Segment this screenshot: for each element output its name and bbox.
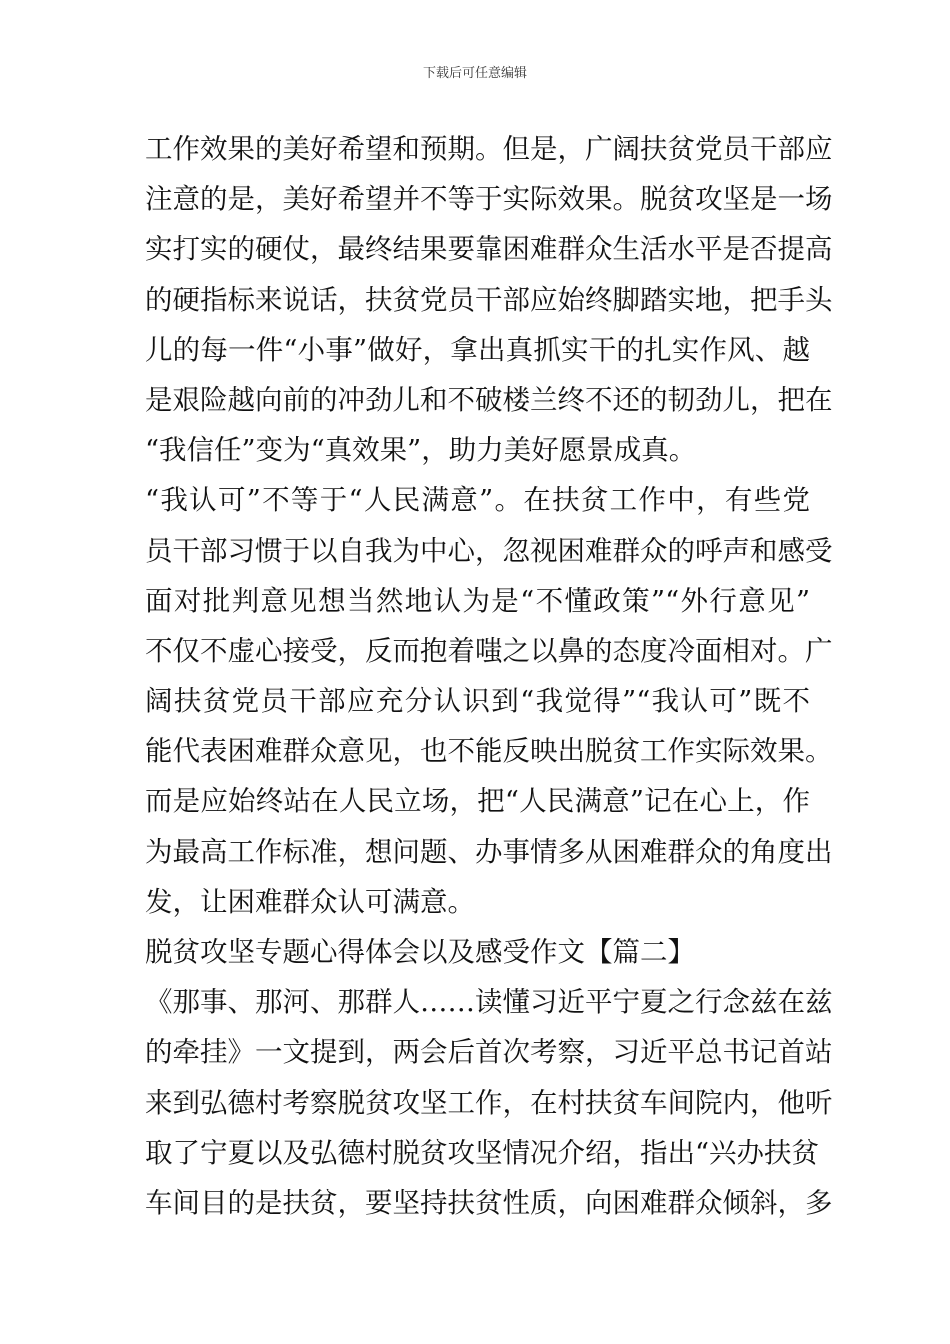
text-line: 实打实的硬仗，最终结果要靠困难群众生活水平是否提高 [145, 233, 833, 266]
text-line: 员干部习惯于以自我为中心，忽视困难群众的呼声和感受 [145, 534, 833, 567]
text-line: 来到弘德村考察脱贫攻坚工作，在村扶贫车间院内，他听 [145, 1086, 833, 1119]
text-line: 取了宁夏以及弘德村脱贫攻坚情况介绍，指出“兴办扶贫 [145, 1136, 820, 1169]
text-line: 不仅不虚心接受，反而抱着嗤之以鼻的态度冷面相对。广 [145, 634, 833, 667]
text-line: 《那事、那河、那群人……读懂习近平宁夏之行念兹在兹 [145, 986, 833, 1019]
text-line: 儿的每一件“小事”做好，拿出真抓实干的扎实作风、越 [145, 333, 810, 366]
page-header: 下载后可任意编辑 [422, 66, 527, 81]
text-line: 是艰险越向前的冲劲儿和不破楼兰终不还的韧劲儿，把在 [145, 383, 833, 416]
text-line: 车间目的是扶贫，要坚持扶贫性质，向困难群众倾斜，多 [145, 1186, 833, 1219]
text-line: 为最高工作标准，想问题、办事情多从困难群众的角度出 [145, 835, 833, 868]
text-line: 注意的是，美好希望并不等于实际效果。脱贫攻坚是一场 [145, 183, 833, 216]
text-line: “我认可”不等于“人民满意”。在扶贫工作中，有些党 [145, 484, 810, 517]
text-line: 的硬指标来说话，扶贫党员干部应始终脚踏实地，把手头 [145, 283, 833, 316]
text-line: 工作效果的美好希望和预期。但是，广阔扶贫党员干部应 [145, 133, 833, 165]
text-line: 阔扶贫党员干部应充分认识到“我觉得”“我认可”既不 [145, 685, 810, 718]
document-body [145, 124, 833, 1228]
text-line: “我信任”变为“真效果”，助力美好愿景成真。 [145, 434, 697, 467]
text-line: 而是应始终站在人民立场，把“人民满意”记在心上，作 [145, 785, 810, 818]
text-line: 发，让困难群众认可满意。 [145, 885, 475, 918]
text-line: 面对批判意见想当然地认为是“不懂政策”“外行意见” [145, 584, 810, 617]
text-line: 的牵挂》一文提到，两会后首次考察，习近平总书记首站 [145, 1036, 833, 1069]
text-line: 能代表困难群众意见，也不能反映出脱贫工作实际效果。 [145, 735, 833, 768]
section-heading: 脱贫攻坚专题心得体会以及感受作文【篇二】 [145, 936, 695, 968]
